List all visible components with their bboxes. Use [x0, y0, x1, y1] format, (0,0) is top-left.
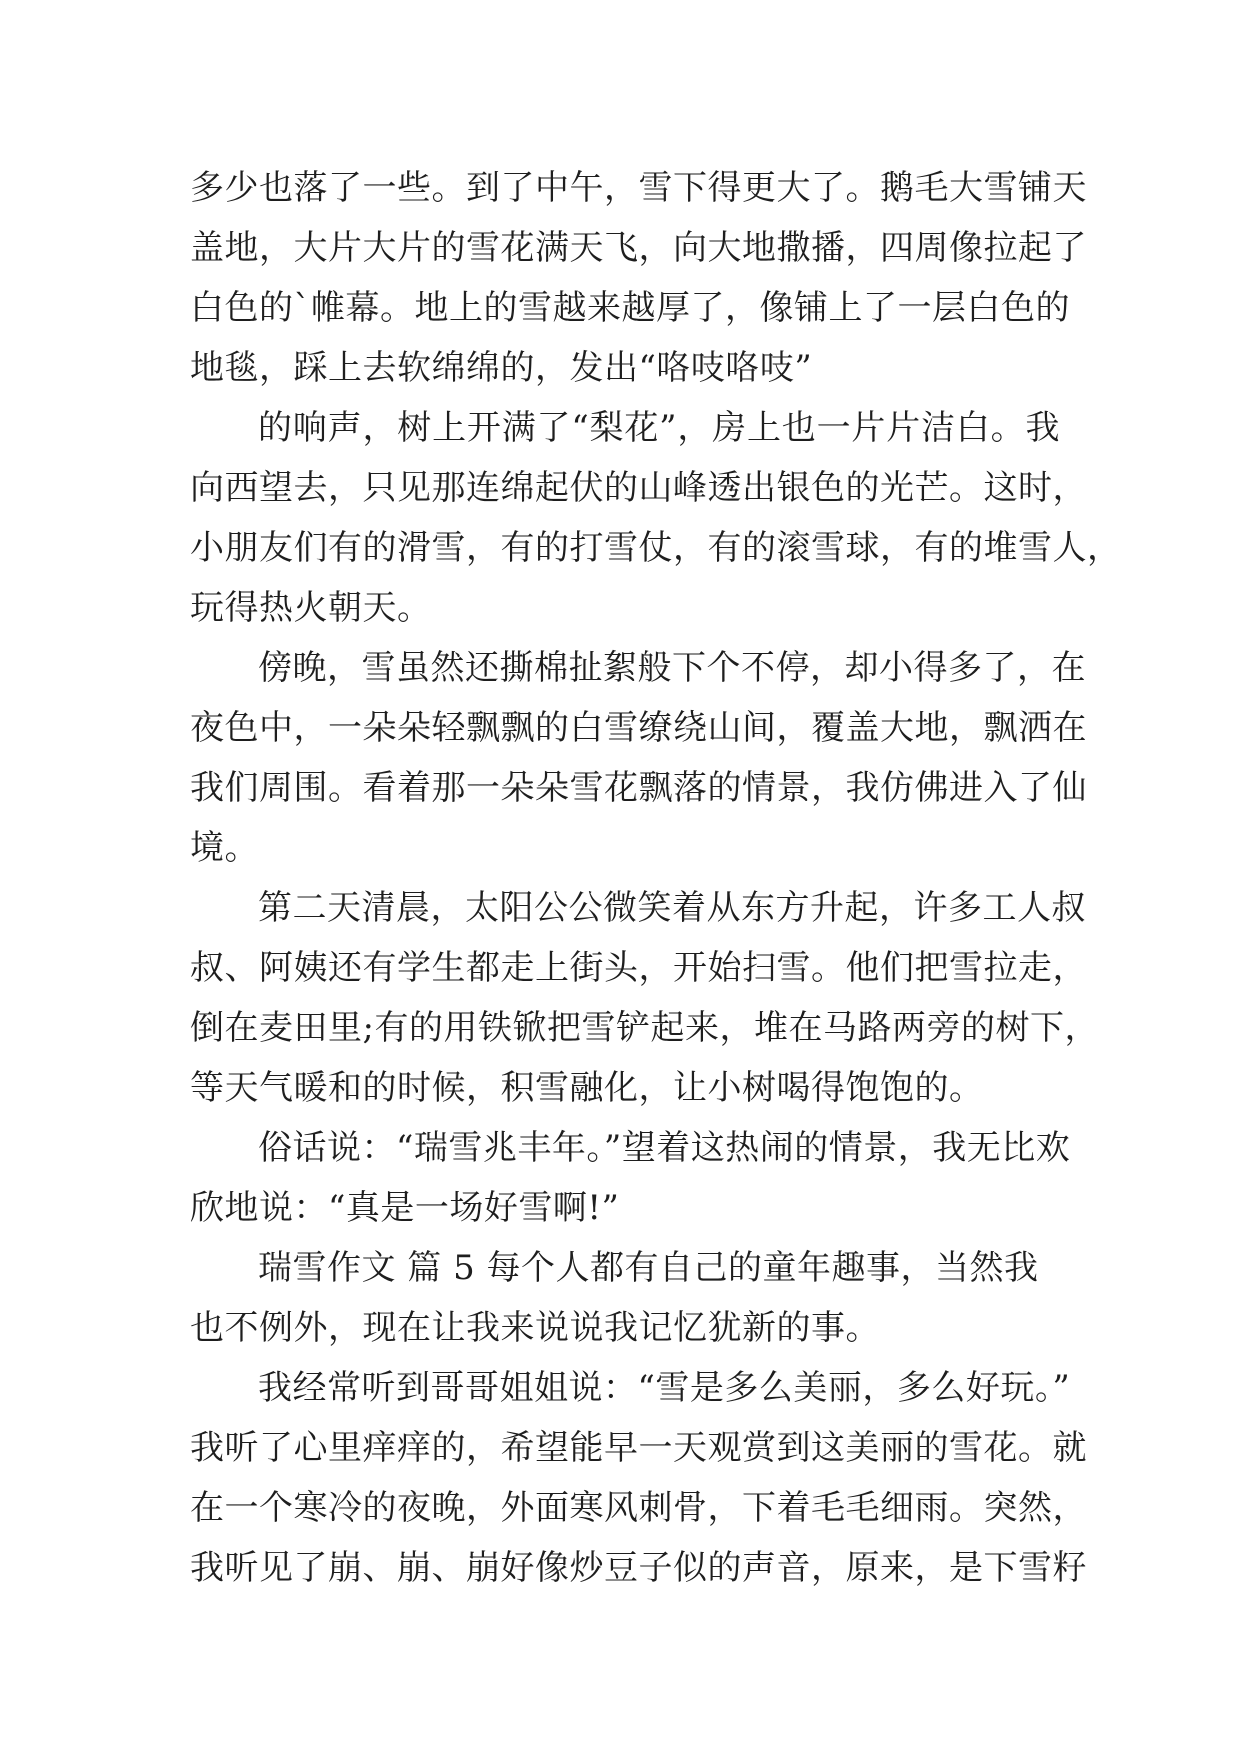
text-line: 向西望去，只见那连绵起伏的山峰透出银色的光芒。这时，: [190, 468, 1087, 508]
text-line: 第二天清晨，太阳公公微笑着从东方升起，许多工人叔: [258, 888, 1086, 928]
text-line: 瑞雪作文 篇 5 每个人都有自己的童年趣事，当然我: [258, 1248, 1039, 1288]
text-line: 俗话说：“瑞雪兆丰年。”望着这热闹的情景，我无比欢: [258, 1128, 1071, 1168]
text-line: 我们周围。看着那一朵朵雪花飘落的情景，我仿佛进入了仙: [190, 768, 1087, 808]
text-line: 盖地，大片大片的雪花满天飞，向大地撒播，四周像拉起了: [190, 228, 1087, 268]
text-line: 白色的`帷幕。地上的雪越来越厚了，像铺上了一层白色的: [190, 288, 1070, 328]
text-line: 多少也落了一些。到了中午，雪下得更大了。鹅毛大雪铺天: [190, 168, 1087, 208]
text-line: 我听见了崩、崩、崩好像炒豆子似的声音，原来，是下雪籽: [190, 1548, 1087, 1588]
text-line: 我听了心里痒痒的，希望能早一天观赏到这美丽的雪花。就: [190, 1428, 1087, 1468]
text-line: 叔、阿姨还有学生都走上街头，开始扫雪。他们把雪拉走，: [190, 948, 1087, 988]
text-line: 欣地说：“真是一场好雪啊!”: [190, 1188, 620, 1228]
document-body: [190, 158, 1122, 1598]
text-line: 我经常听到哥哥姐姐说：“雪是多么美丽，多么好玩。”: [258, 1368, 1071, 1408]
text-line: 也不例外，现在让我来说说我记忆犹新的事。: [190, 1308, 880, 1348]
text-line: 在一个寒冷的夜晚，外面寒风刺骨，下着毛毛细雨。突然，: [190, 1488, 1087, 1528]
text-line: 倒在麦田里;有的用铁锨把雪铲起来，堆在马路两旁的树下，: [190, 1008, 1099, 1048]
text-line: 夜色中，一朵朵轻飘飘的白雪缭绕山间，覆盖大地，飘洒在: [190, 708, 1087, 748]
text-line: 傍晚，雪虽然还撕棉扯絮般下个不停，却小得多了，在: [258, 648, 1086, 688]
text-line: 等天气暖和的时候，积雪融化，让小树喝得饱饱的。: [190, 1068, 984, 1108]
text-line: 境。: [190, 828, 259, 868]
text-line: 地毯，踩上去软绵绵的，发出“咯吱咯吱”: [190, 348, 813, 388]
text-line: 玩得热火朝天。: [190, 588, 432, 628]
text-line: 的响声，树上开满了“梨花”，房上也一片片洁白。我: [258, 408, 1060, 448]
text-line: 小朋友们有的滑雪，有的打雪仗，有的滚雪球，有的堆雪人，: [190, 528, 1122, 568]
